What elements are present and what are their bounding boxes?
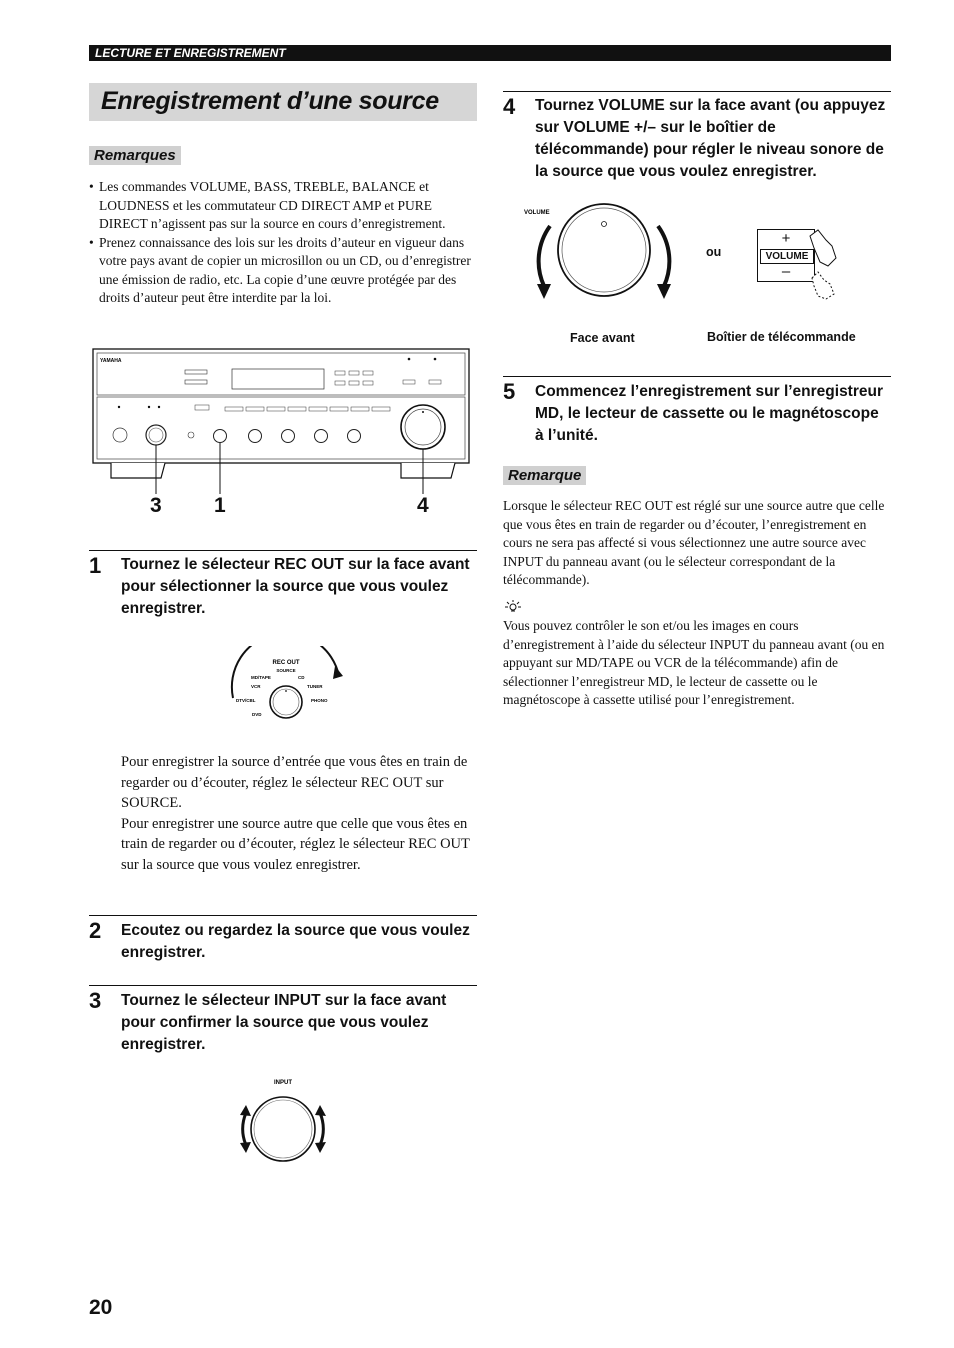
rec-out-label: CD bbox=[298, 675, 305, 680]
step3-text: Tournez le sélecteur INPUT sur la face avant pour confirmer la source que vous voulez enregistrer. bbox=[121, 992, 447, 1053]
remarques-label: Remarques bbox=[89, 146, 181, 165]
step5-rule bbox=[503, 376, 891, 377]
volume-minus-label: – bbox=[781, 263, 791, 280]
remarques-item: • Prenez connaissance des lois sur les droits d’auteur en vigueur dans votre pays avant de copier un microsillon ou un CD, ou d’enregistrer une émission de radio, etc. La copie d’une œuvre protégée par des droits d’auteur peut être interdite par la loi. bbox=[89, 234, 474, 308]
remarque-text: Lorsque le sélecteur REC OUT est réglé sur une source autre que celle que vous êtes en train de regarder ou d’écouter, l’enregistrement en cours ne sera pas affecté si vous sélectionnez une autre source avec INPUT du panneau avant (ou le sélecteur correspondant de la télécommande). bbox=[503, 498, 885, 587]
caption-remote: Boîtier de télécommande bbox=[707, 330, 856, 344]
page-number: 20 bbox=[89, 1296, 113, 1319]
remarques-tag bbox=[89, 147, 181, 165]
callout-4: 4 bbox=[417, 494, 429, 517]
step1-number: 1 bbox=[89, 553, 102, 578]
remarque-label: Remarque bbox=[503, 466, 586, 485]
volume-plus-label: + bbox=[781, 230, 791, 247]
volume-knob-illustration bbox=[520, 196, 690, 306]
panel-brand: YAMAHA bbox=[100, 358, 122, 364]
remote-volume-label: VOLUME bbox=[760, 249, 814, 264]
step5-text: Commencez l’enregistrement sur l’enregistreur MD, le lecteur de cassette ou le magnétoscope à l’unité. bbox=[535, 383, 884, 444]
rec-out-label: VCR bbox=[251, 684, 261, 689]
step1-rule bbox=[89, 550, 477, 551]
page-title: Enregistrement d’une source bbox=[101, 87, 439, 115]
input-dial bbox=[234, 1075, 332, 1167]
step3-number: 3 bbox=[89, 988, 102, 1013]
tip-lightbulb-icon bbox=[503, 599, 523, 615]
step1-text: Tournez le sélecteur REC OUT sur la face avant pour sélectionner la source que vous voulez enregistrer. bbox=[121, 556, 470, 617]
step5-number: 5 bbox=[503, 379, 516, 404]
page-title-box bbox=[89, 83, 477, 121]
rec-out-title: REC OUT bbox=[272, 660, 300, 666]
remarque-tag bbox=[503, 467, 586, 485]
finger-press-icon bbox=[806, 222, 840, 300]
volume-knob-label: VOLUME bbox=[524, 210, 550, 216]
callout-3: 3 bbox=[150, 494, 162, 517]
step2-number: 2 bbox=[89, 918, 102, 943]
or-label: ou bbox=[706, 245, 722, 259]
step4-rule bbox=[503, 91, 891, 92]
remarques-item: • Les commandes VOLUME, BASS, TREBLE, BALANCE et LOUDNESS et les commutateur CD DIRECT AMP et PURE DIRECT n’agissent pas sur la source en cours d’enregistrement. bbox=[89, 178, 474, 234]
input-dial-label: INPUT bbox=[274, 1080, 292, 1086]
rec-out-label: SOURCE bbox=[276, 668, 296, 673]
tip-text: Vous pouvez contrôler le son et/ou les images en cours d’enregistrement à l’aide du sélecteur INPUT du panneau avant (ou en appuyant sur MD/TAPE ou VCR de la télécommande) afin de sélectionner l’enregistreur MD, le lecteur de cassette ou le magnétoscope à cassette utilisé pour l’enregistrement. bbox=[503, 618, 885, 707]
step3-rule bbox=[89, 985, 477, 986]
caption-front: Face avant bbox=[570, 331, 635, 345]
rec-out-label: TUNER bbox=[307, 684, 323, 689]
step4-number: 4 bbox=[503, 94, 516, 119]
rec-out-label: PHONO bbox=[311, 698, 328, 703]
callout-1: 1 bbox=[214, 494, 226, 517]
step2-rule bbox=[89, 915, 477, 916]
rec-out-label: DVD bbox=[252, 712, 262, 717]
section-header: LECTURE ET ENREGISTREMENT bbox=[89, 45, 891, 61]
rec-out-label: DTV/CBL bbox=[236, 698, 256, 703]
step1-paragraph bbox=[121, 752, 475, 875]
step4-text: Tournez VOLUME sur la face avant (ou appuyez sur VOLUME +/– sur le boîtier de télécommande) pour régler le niveau sonore de la source que vous voulez enregistrer. bbox=[535, 97, 886, 180]
step1-paragraph-2: Pour enregistrer une source autre que celle que vous êtes en train de regarder ou d’écouter, réglez le sélecteur REC OUT sur la source que vous voulez enregistrer. bbox=[121, 815, 470, 873]
rec-out-dial bbox=[225, 646, 347, 726]
step2-text: Ecoutez ou regardez la source que vous voulez enregistrer. bbox=[121, 922, 470, 961]
remarques-list bbox=[89, 178, 474, 308]
rec-out-label: MD/TAPE bbox=[251, 675, 271, 680]
step1-paragraph-1: Pour enregistrer la source d’entrée que vous êtes en train de regarder ou d’écouter, réglez le sélecteur REC OUT sur SOURCE. bbox=[121, 754, 468, 811]
